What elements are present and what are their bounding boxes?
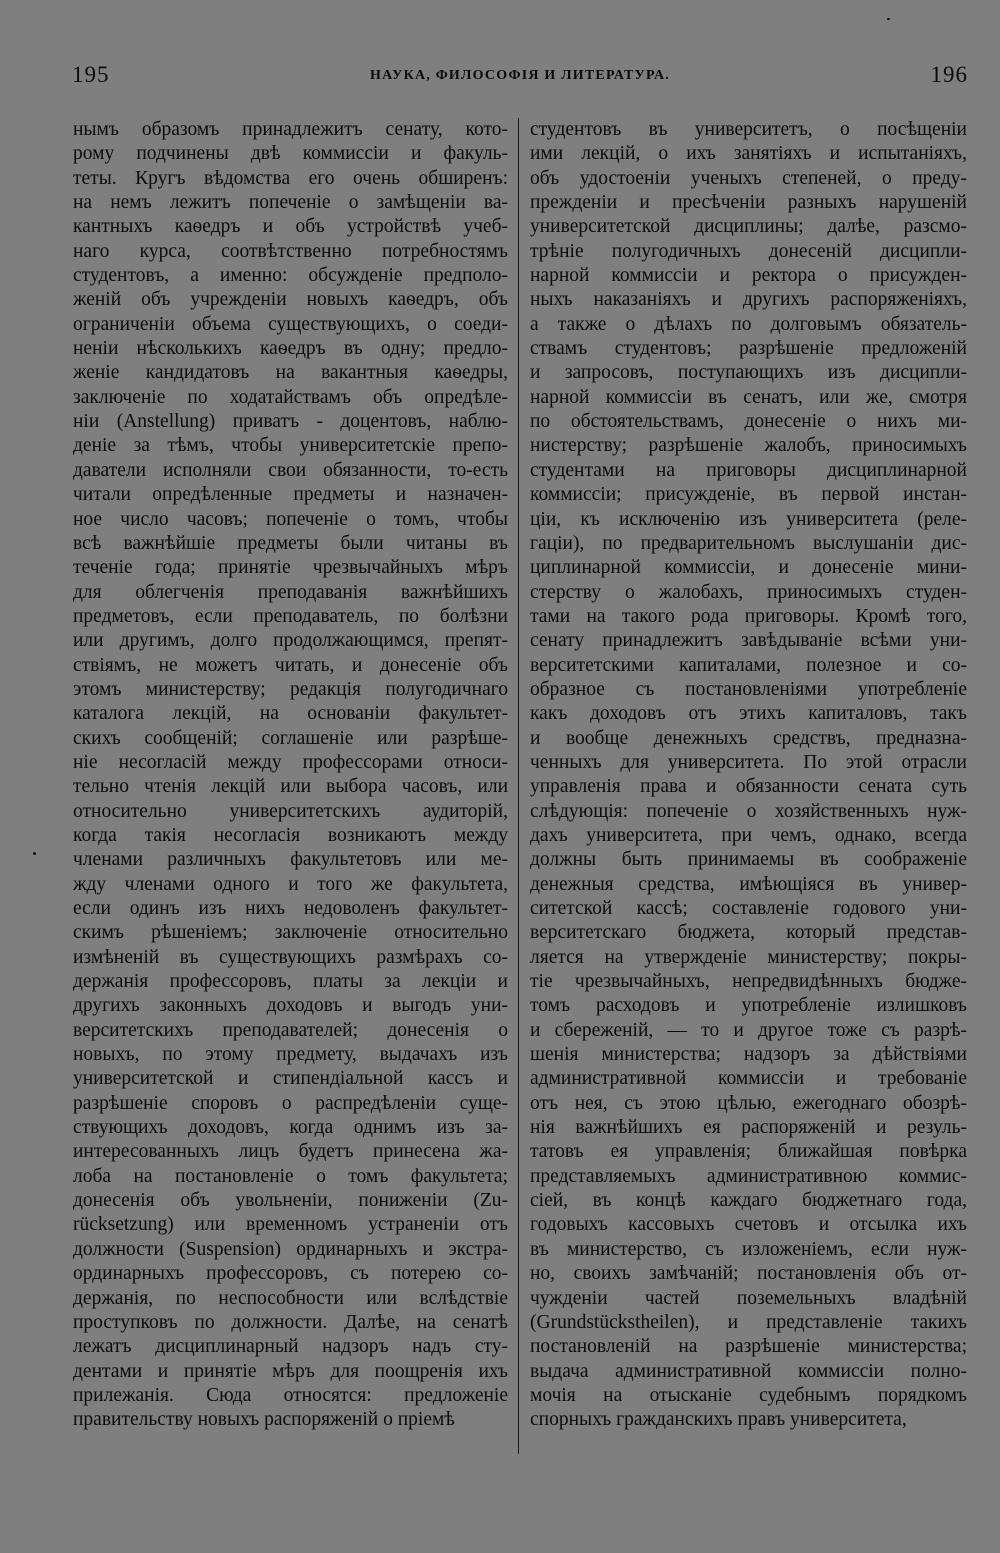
- text-line: другихъ законныхъ доходовъ и выгодъ уни-: [73, 995, 508, 1017]
- text-line: татовъ ея управленія; ближайшая повѣрка: [530, 1141, 967, 1163]
- text-line: трѣніе полугодичныхъ донесеній дисципли-: [530, 240, 967, 262]
- text-line: должны быть принимаемы въ соображеніе: [530, 849, 967, 871]
- text-line: слѣдующія: попеченіе о хозяйственныхъ нуж-: [530, 800, 967, 822]
- text-line: студентовъ, а именно: обсужденіе предполо-: [73, 265, 508, 287]
- text-line: верситетскими капиталами, полезное и со-: [530, 654, 967, 676]
- text-line: ныхъ наказаніяхъ и другихъ распоряженіяхъ,: [530, 289, 967, 311]
- text-line: но, своихъ замѣчаній; постановленія объ от-: [530, 1263, 967, 1285]
- text-line: для облегченія преподаванія важнѣйшихъ: [73, 581, 508, 603]
- text-line: мочія на отысканіе судебнымъ порядкомъ: [530, 1384, 967, 1406]
- text-line: отъ нея, съ этою цѣлью, ежегоднаго обозрѣ-: [530, 1092, 967, 1114]
- text-line: держанія профессоровъ, платы за лекціи и: [73, 971, 508, 993]
- text-line: когда такія несогласія возникаютъ между: [73, 824, 508, 846]
- text-line: чужденіи частей поземельныхъ владѣній: [530, 1287, 967, 1309]
- text-line: предметовъ, если преподаватель, по болѣзни: [73, 605, 508, 627]
- text-line: университетской дисциплины; далѣе, разсмо-: [530, 216, 967, 238]
- text-line: гаціи), по предварительномъ выслушаніи дис-: [530, 532, 967, 554]
- text-line: женіе кандидатовъ на вакантныя каѳедры,: [73, 362, 508, 384]
- text-line: читали опредѣленные предметы и назначен-: [73, 484, 508, 506]
- text-line: дентами и принятіе мѣръ для поощренія ихъ: [73, 1360, 508, 1382]
- text-line: ляется на утвержденіе министерству; покры-: [530, 946, 967, 968]
- text-line: ніи (Anstellung) приватъ - доцентовъ, наблю-: [73, 411, 508, 433]
- text-line: или другимъ, долго продолжающимся, препят-: [73, 630, 508, 652]
- text-line: объ удостоеніи ученыхъ степеней, о преду-: [530, 167, 967, 189]
- text-line: нистерству; разрѣшеніе жалобъ, приносимыхъ: [530, 435, 967, 457]
- text-line: новыхъ, по этому предмету, выдачахъ изъ: [73, 1044, 508, 1066]
- right-text-column: [530, 118, 967, 1514]
- text-line: ствамъ студентовъ; разрѣшеніе предложеній: [530, 338, 967, 360]
- text-line: каталога лекцій, на основаніи факультет-: [73, 703, 508, 725]
- text-line: управленія права и обязанности сената суть: [530, 776, 967, 798]
- text-line: стерству о жалобахъ, приносимыхъ студен-: [530, 581, 967, 603]
- text-line: тельно чтенія лекцій или выбора часовъ, или: [73, 776, 508, 798]
- text-line: на немъ лежитъ попеченіе о замѣщеніи ва-: [73, 192, 508, 214]
- text-line: ствіямъ, не можетъ читать, и донесеніе объ: [73, 654, 508, 676]
- text-line: ніе несогласій между профессорами относи-: [73, 751, 508, 773]
- text-line: постановленій на разрѣшеніе министерства;: [530, 1336, 967, 1358]
- text-line: относительно университетскихъ аудиторій,: [73, 800, 508, 822]
- text-line: а также о дѣлахъ по долговымъ обязатель-: [530, 313, 967, 335]
- text-line: держанія, по неспособности или вслѣдствіе: [73, 1287, 508, 1309]
- text-line: коммиссіи; присужденіе, въ первой инстан-: [530, 484, 967, 506]
- text-line: нымъ образомъ принадлежитъ сенату, кото-: [73, 119, 508, 140]
- text-line: и запросовъ, поступающихъ изъ дисципли-: [530, 362, 967, 384]
- text-line: если одинъ изъ нихъ недоволенъ факультет-: [73, 898, 508, 919]
- text-line: теты. Кругъ вѣдомства его очень обширенъ:: [73, 167, 508, 189]
- text-line: разрѣшеніе споровъ о распредѣленіи суще-: [73, 1092, 508, 1114]
- text-line: ими лекцій, о ихъ занятіяхъ и испытаніяхъ,: [530, 143, 967, 165]
- text-line: въ министерство, съ изложеніемъ, если нуж-: [530, 1238, 967, 1260]
- text-line: ціи, къ исключенію изъ университета (реле-: [530, 508, 967, 530]
- text-line: прилежанія. Сюда относятся: предложеніе: [73, 1384, 508, 1406]
- text-line: заключеніе по ходатайствамъ объ опредѣле-: [73, 386, 508, 408]
- text-line: даватели исполняли свои обязанности, то-есть: [73, 459, 508, 481]
- text-line: донесенія объ увольненіи, пониженіи (Zu-: [73, 1190, 508, 1212]
- text-line: нія важнѣйшихъ ея распоряженій и резуль-: [530, 1117, 967, 1139]
- text-line: представляемыхъ административною коммис-: [530, 1165, 967, 1187]
- text-line: шенія министерства; надзоръ за дѣйствіями: [530, 1044, 967, 1066]
- text-line: студентовъ въ университетъ, о посѣщеніи: [530, 119, 967, 140]
- text-line: и сбереженій, — то и другое тоже съ разрѣ-: [530, 1019, 967, 1041]
- text-line: ное число часовъ; попеченіе о томъ, чтобы: [73, 508, 508, 530]
- text-line: административной коммиссіи и требованіе: [530, 1068, 967, 1090]
- text-line: интересованныхъ лицъ будетъ принесена жа-: [73, 1141, 508, 1163]
- text-line: дахъ университета, при чемъ, однако, всегда: [530, 824, 967, 846]
- text-line: выдача административной коммиссіи полно-: [530, 1360, 967, 1382]
- text-line: верситетскаго бюджета, который представ-: [530, 922, 967, 944]
- text-line: университетской и стипендіальной кассъ и: [73, 1068, 508, 1090]
- text-line: скихъ сообщеній; соглашеніе или разрѣше-: [73, 727, 508, 749]
- text-line: денежныя средства, имѣющіяся въ универ-: [530, 873, 967, 895]
- print-speck: [887, 18, 890, 20]
- text-line: жду членами одного и того же факультета,: [73, 873, 508, 895]
- text-line: по обстоятельствамъ, донесеніе о нихъ ми-: [530, 411, 967, 433]
- text-line: какъ доходовъ отъ этихъ капиталовъ, такъ: [530, 703, 967, 725]
- text-line: всѣ важнѣйшіе предметы были читаны въ: [73, 532, 508, 554]
- text-line: ченныхъ для университета. По этой отрасли: [530, 751, 967, 773]
- page-header: [72, 62, 968, 92]
- text-line: лежатъ дисциплинарный надзоръ надъ сту-: [73, 1336, 508, 1358]
- print-speck: [33, 852, 36, 855]
- text-line: нарной коммиссіи въ сенатъ, или же, смотря: [530, 386, 967, 408]
- text-line: тами на такого рода приговоры. Кромѣ того,: [530, 605, 967, 627]
- text-line: этомъ министерству; редакція полугодичнаго: [73, 678, 508, 700]
- text-line: неніи нѣсколькихъ каѳедръ въ одну; предло-: [73, 338, 508, 360]
- text-line: нарной коммиссіи и ректора о присужден-: [530, 265, 967, 287]
- text-line: и вообще денежныхъ средствъ, предназна-: [530, 727, 967, 749]
- text-line: измѣненій въ существующихъ размѣрахъ со-: [73, 946, 508, 968]
- text-line: ограниченіи объема существующихъ, о соеди-: [73, 313, 508, 335]
- text-line: проступковъ по должности. Далѣе, на сенатѣ: [73, 1311, 508, 1333]
- page-number-left: 195: [72, 62, 110, 87]
- text-line: образное съ постановленіями употребленіе: [530, 678, 967, 700]
- page-number-right: 196: [930, 62, 968, 87]
- text-line: ситетской кассѣ; составленіе годового уни-: [530, 898, 967, 919]
- text-line: наго курса, соотвѣтственно потребностямъ: [73, 240, 508, 262]
- text-line: лоба на постановленіе о томъ факультета;: [73, 1165, 508, 1187]
- left-text-column: [73, 118, 508, 1514]
- column-divider: [518, 118, 519, 1454]
- text-line: рому подчинены двѣ коммиссіи и факуль-: [73, 143, 508, 165]
- text-line: деніе за тѣмъ, чтобы университетскіе препо-: [73, 435, 508, 457]
- text-line: годовыхъ кассовыхъ счетовъ и отсылка ихъ: [530, 1214, 967, 1236]
- text-line: правительству новыхъ распоряженій о пріемѣ: [73, 1409, 455, 1431]
- text-line: женій объ учрежденіи новыхъ каѳедръ, объ: [73, 289, 508, 311]
- text-line: тіе чрезвычайныхъ, непредвидѣнныхъ бюдже-: [530, 971, 967, 993]
- text-line: ординарныхъ профессоровъ, съ потерею со-: [73, 1263, 508, 1285]
- text-line: должности (Suspension) ординарныхъ и экстра-: [73, 1238, 508, 1260]
- text-line: теченіе года; принятіе чрезвычайныхъ мѣръ: [73, 557, 508, 579]
- text-line: циплинарной коммиссіи, и донесеніе мини-: [530, 557, 967, 579]
- text-line: сіей, въ концѣ каждаго бюджетнаго года,: [530, 1190, 967, 1212]
- text-line: rücksetzung) или временномъ устраненіи отъ: [73, 1214, 508, 1236]
- text-line: прежденіи и пресѣченіи разныхъ нарушеній: [530, 192, 967, 214]
- text-line: томъ расходовъ и употребленіе излишковъ: [530, 995, 967, 1017]
- running-title: НАУКА, ФИЛОСОФІЯ И ЛИТЕРАТУРА.: [370, 68, 670, 83]
- text-line: ствующихъ доходовъ, когда однимъ изъ за-: [73, 1117, 508, 1139]
- text-line: членами различныхъ факультетовъ или ме-: [73, 849, 508, 871]
- text-line: сенату принадлежитъ завѣдываніе всѣми уни-: [530, 630, 967, 652]
- text-line: спорныхъ гражданскихъ правъ университета,: [530, 1409, 907, 1431]
- text-line: скимъ рѣшеніемъ; заключеніе относительно: [73, 922, 508, 944]
- text-line: (Grundstückstheilen), и представленіе такихъ: [530, 1311, 967, 1333]
- text-line: студентами на приговоры дисциплинарной: [530, 459, 967, 481]
- text-line: кантныхъ каѳедръ и объ устройствѣ учеб-: [73, 216, 508, 238]
- text-line: верситетскихъ преподавателей; донесенія о: [73, 1019, 508, 1041]
